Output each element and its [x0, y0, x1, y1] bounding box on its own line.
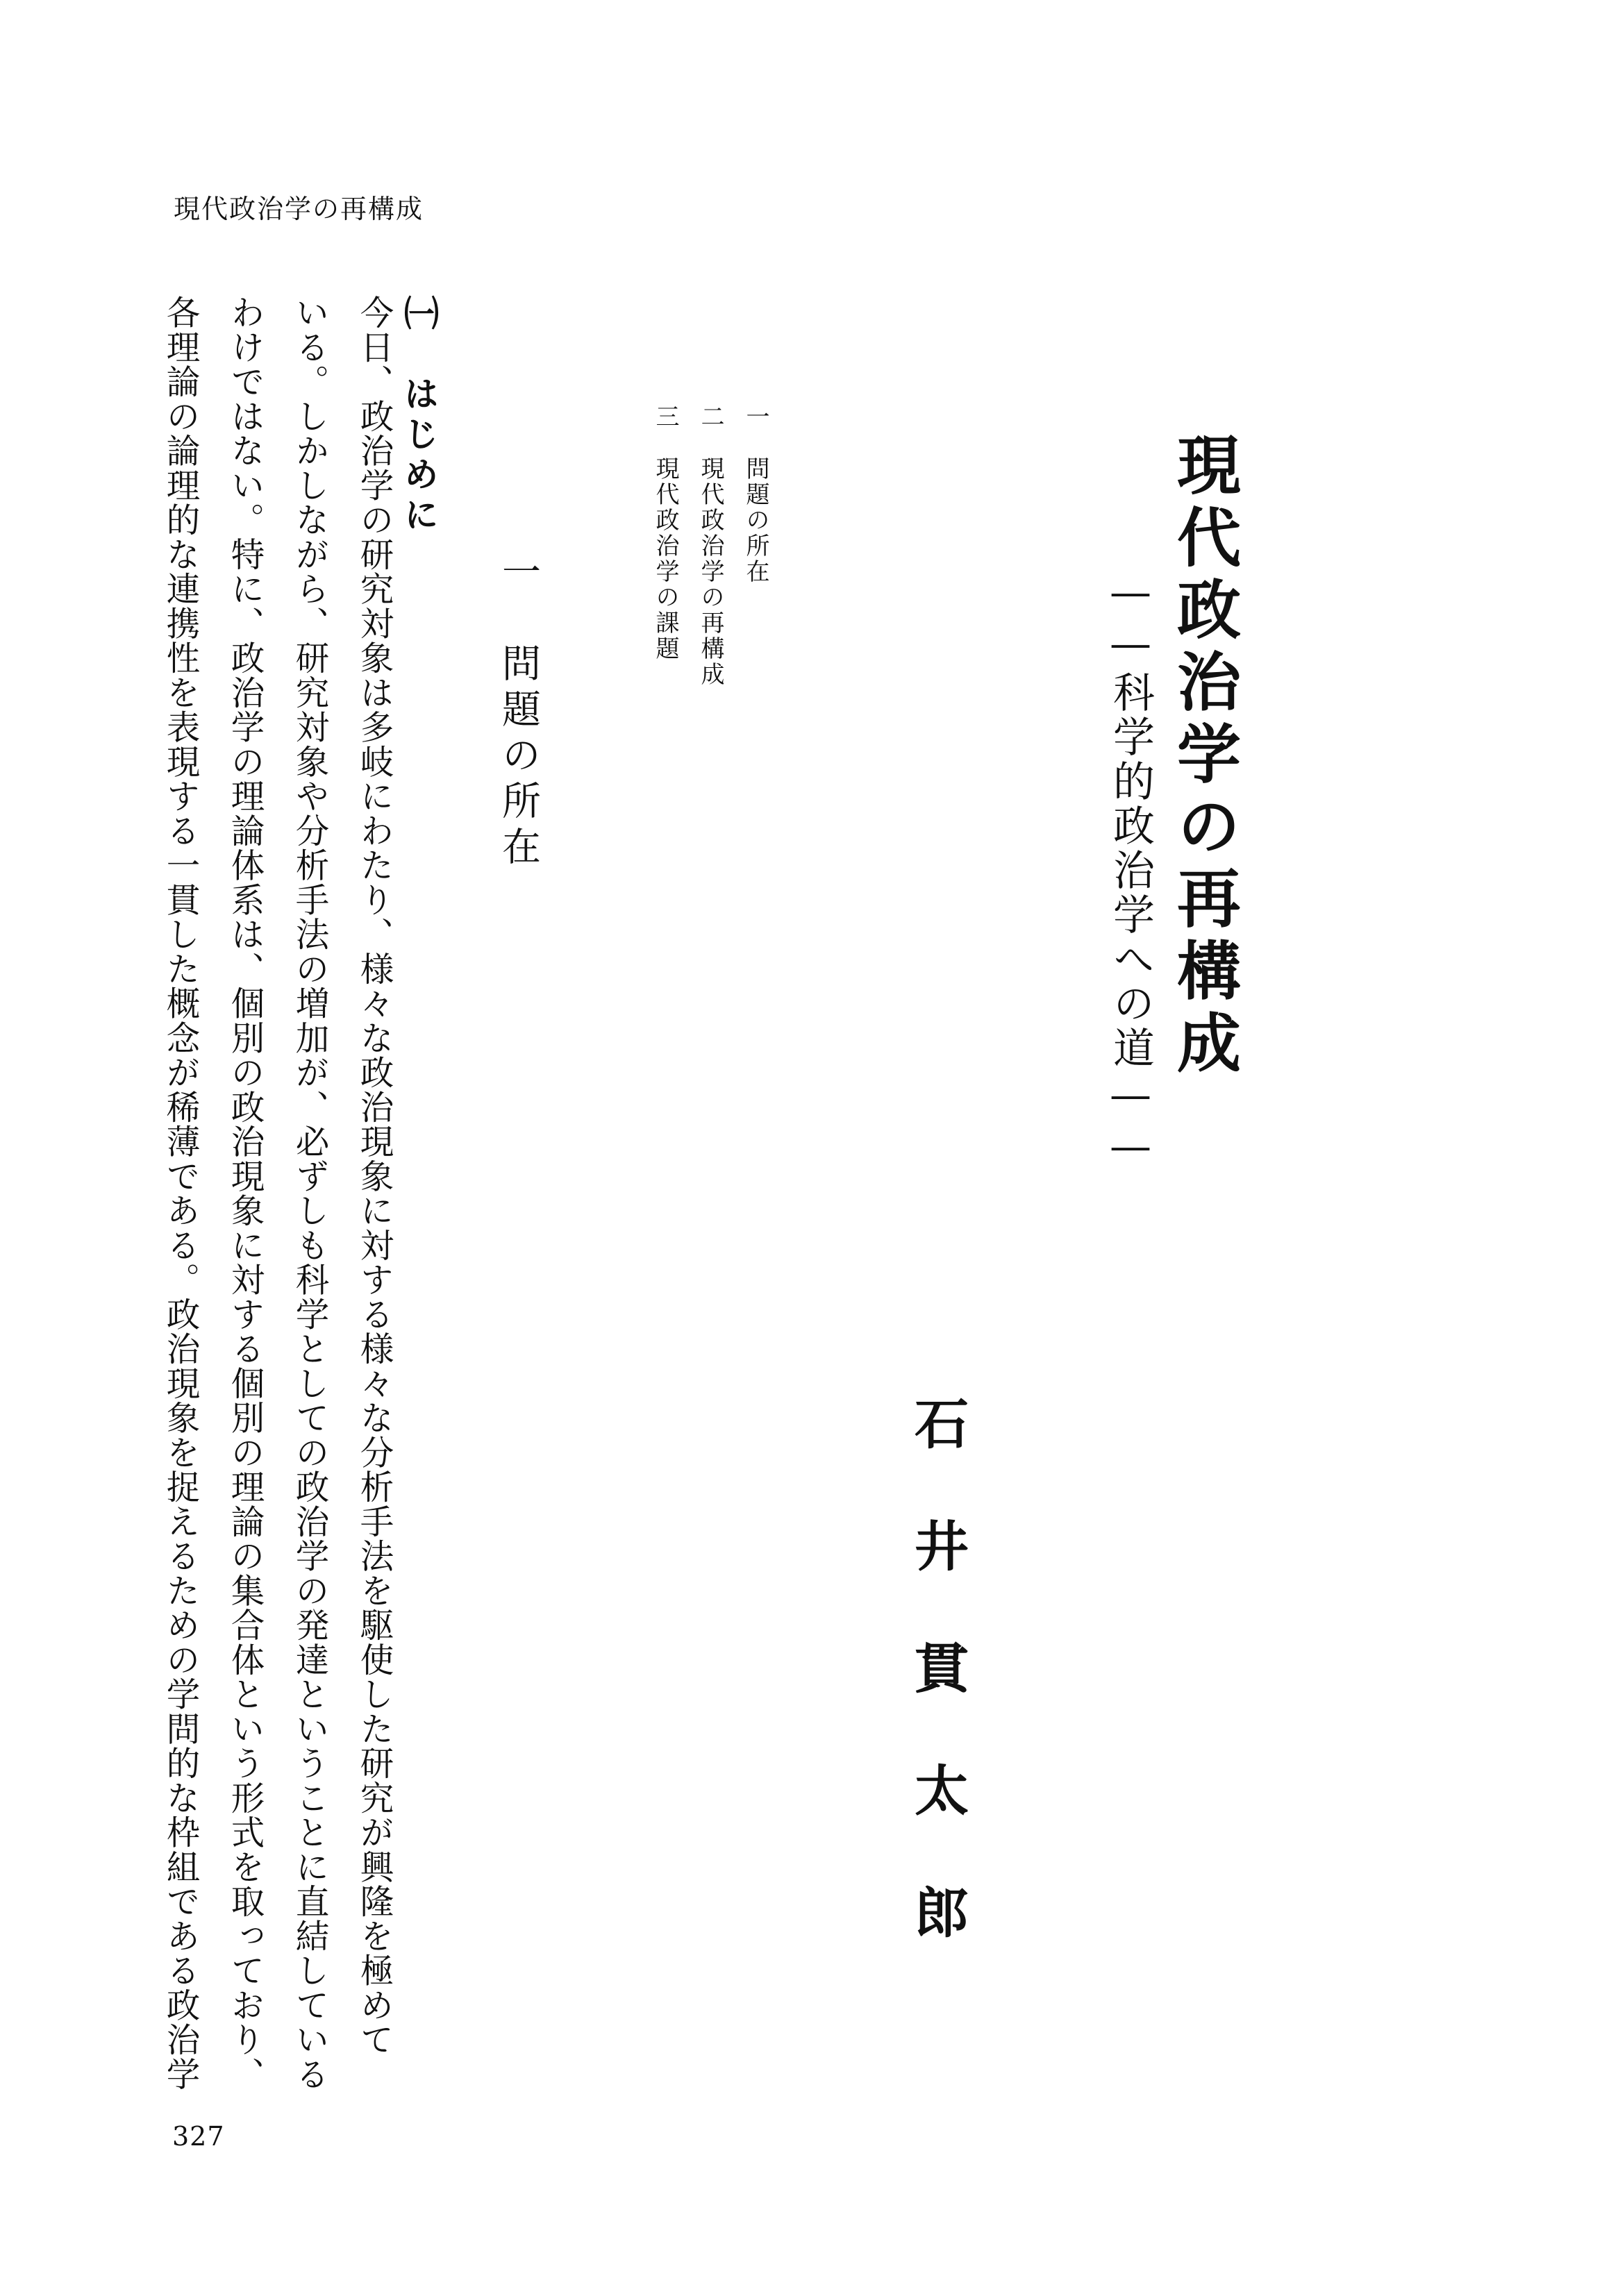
author-name: 石井貫太郎: [906, 1396, 969, 2006]
body-line: わけではない。特に、政治学の理論体系は、個別の政治現象に対する個別の理論の集合体という形式を取っており、: [225, 295, 264, 2091]
body-line: いる。しかしながら、研究対象や分析手法の増加が、必ずしも科学としての政治学の発達ということに直結している: [290, 295, 328, 2091]
article-subtitle: ——科学的政治学への道——: [1106, 568, 1155, 1173]
body-line: 各理論の論理的な連携性を表現する一貫した概念が稀薄である。政治現象を捉えるための学問的な枠組である政治学: [160, 295, 199, 2091]
article-title: 現代政治学の再構成: [1167, 432, 1242, 1082]
toc-item-label: 問題の所在: [742, 456, 769, 585]
toc-item-label: 現代政治学の再構成: [697, 456, 724, 687]
body-text: [147, 295, 406, 2091]
toc-item-label: 現代政治学の課題: [651, 456, 679, 662]
body-line: 今日、政治学の研究対象は多岐にわたり、様々な政治現象に対する様々な分析手法を駆使した研究が興隆を極めて: [354, 295, 393, 2057]
table-of-contents: [649, 404, 767, 696]
section-heading: 一 問題の所在: [496, 551, 541, 872]
page-number: 327: [172, 2121, 225, 2152]
toc-item-number: 一: [742, 404, 769, 430]
running-header: 現代政治学の再構成: [174, 194, 424, 224]
toc-item-number: 二: [697, 404, 724, 430]
toc-item-number: 三: [651, 404, 679, 430]
toc-item: [699, 404, 722, 696]
toc-item: [653, 404, 677, 696]
toc-item: [744, 404, 767, 696]
subsection-heading: ㈠ はじめに: [399, 295, 440, 537]
